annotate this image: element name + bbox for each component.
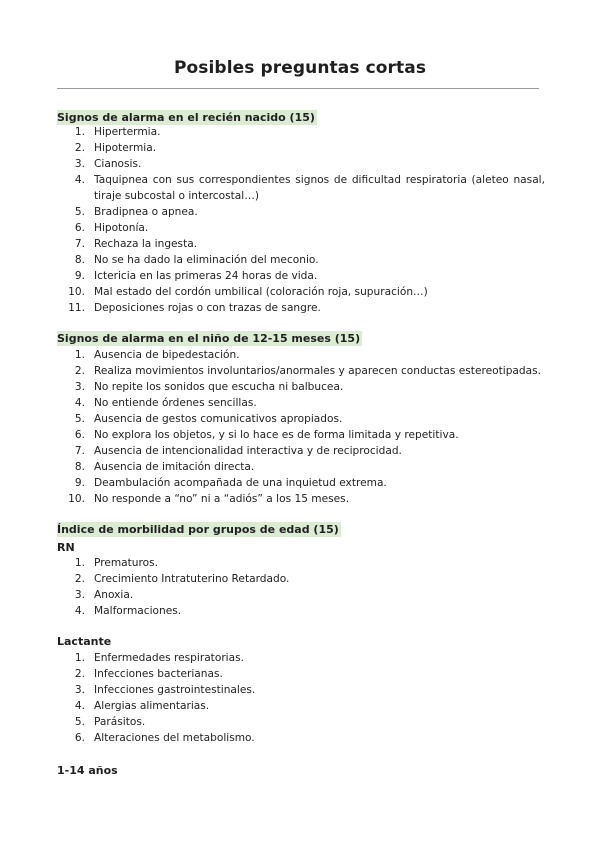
list-item: 1. Ausencia de bipedestación. — [74, 349, 240, 361]
list-item: 6. No explora los objetos, y si lo hace es de forma limitada y repetitiva. — [74, 429, 459, 441]
list-item: 11. Deposiciones rojas o con trazas de sangre. — [68, 302, 321, 314]
list-item: 3. Cianosis. — [74, 158, 142, 170]
section-heading-toddler-alarm — [57, 332, 362, 346]
list-item: 1. Hipertermia. — [74, 126, 161, 138]
list-item: 2. Hipotermia. — [74, 142, 157, 154]
subheading-1-14-anos: 1-14 años — [57, 764, 118, 777]
list-item: 2. Crecimiento Intratuterino Retardado. — [74, 573, 290, 585]
list-newborn-alarm — [0, 124, 545, 316]
section-heading-text: Signos de alarma en el niño de 12-15 meses (15) — [57, 332, 361, 345]
list-item: 8. No se ha dado la eliminación del meconio. — [74, 254, 319, 266]
list-toddler-alarm — [0, 347, 545, 507]
list-item: 7. Ausencia de intencionalidad interactiva y de reciprocidad. — [74, 445, 402, 457]
list-item: 9. Deambulación acompañada de una inquietud extrema. — [74, 477, 387, 489]
list-item: 10. Mal estado del cordón umbilical (coloración roja, supuración…) — [68, 286, 428, 298]
section-heading-text: Signos de alarma en el recién nacido (15) — [57, 111, 315, 124]
list-item: 5. Ausencia de gestos comunicativos apropiados. — [74, 413, 343, 425]
list-item: 5. Parásitos. — [74, 716, 146, 728]
list-item: 7. Rechaza la ingesta. — [74, 238, 198, 250]
list-item: 8. Ausencia de imitación directa. — [74, 461, 255, 473]
list-item: 2. Realiza movimientos involuntarios/anormales y aparecen conductas estereotipadas. — [74, 365, 542, 377]
list-item: 4. No entiende órdenes sencillas. — [74, 397, 257, 409]
title-divider — [57, 88, 539, 89]
list-item: 3. No repite los sonidos que escucha ni balbucea. — [74, 381, 344, 393]
list-item: 1. Enfermedades respiratorias. — [74, 652, 244, 664]
list-item: 3. Anoxia. — [74, 589, 134, 601]
list-morbidity-lactante — [0, 650, 545, 746]
section-heading-newborn-alarm — [57, 111, 317, 125]
list-morbidity-rn — [0, 555, 545, 619]
list-item: 5. Bradipnea o apnea. — [74, 206, 198, 218]
list-item: 10. No responde a “no” ni a “adiós” a los 15 meses. — [68, 493, 350, 505]
list-item: 4. Taquipnea con sus correspondientes signos de dificultad respiratoria (aleteo nasal, tiraje subcostal o intercostal…) — [74, 174, 545, 202]
page-title: Posibles preguntas cortas — [173, 58, 427, 78]
list-item: 4. Malformaciones. — [74, 605, 182, 617]
section-heading-text: Índice de morbilidad por grupos de edad (15) — [57, 523, 339, 536]
list-item: 1. Prematuros. — [74, 557, 159, 569]
list-item: 6. Alteraciones del metabolismo. — [74, 732, 255, 744]
subheading-rn: RN — [57, 541, 75, 554]
subheading-lactante: Lactante — [57, 635, 112, 648]
list-item: 3. Infecciones gastrointestinales. — [74, 684, 256, 696]
list-item: 4. Alergias alimentarias. — [74, 700, 210, 712]
list-item: 6. Hipotonía. — [74, 222, 149, 234]
list-item: 9. Ictericia en las primeras 24 horas de vida. — [74, 270, 318, 282]
section-heading-morbidity — [57, 523, 341, 537]
list-item: 2. Infecciones bacterianas. — [74, 668, 223, 680]
